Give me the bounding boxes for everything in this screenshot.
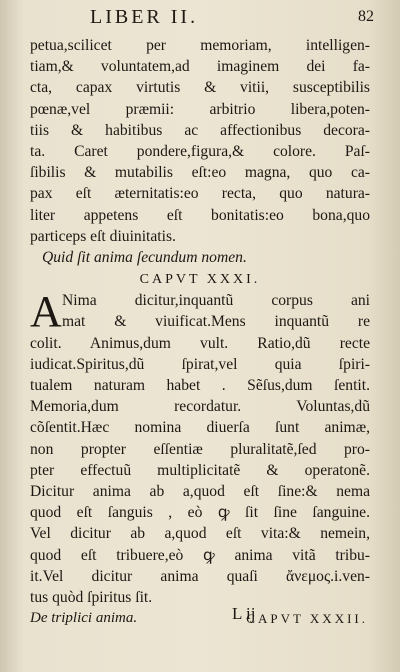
text-line: ſibilis & mutabilis eſt:eo magna, quo ca- [30,164,370,182]
text-line: tus quòd ſpiritus ſit. [30,588,153,606]
text-line: tiam,& voluntatem,ad imaginem dei fa- [30,58,370,76]
text-line: ta. Caret pondere,figura,& colore. Paſ- [30,142,370,160]
text-line: cõſentit.Hæc nomina diuerſa ſunt animæ, [30,419,370,437]
text-line: quod eſt ſanguis , eò ꝙ ſit ſine ſanguine. [30,504,370,522]
text-line: mat & viuificat.Mens inquantũ re [62,313,370,331]
text-line: Memoria,dum recordatur. Voluntas,dũ [30,398,370,416]
text-line: pœnæ,vel præmii: arbitrio libera,poten- [30,100,370,118]
next-chapter-heading [30,608,370,629]
page-header [0,6,400,28]
section-heading: Quid ſit anima ſecundum nomen. [42,248,247,266]
next-section-title: De triplici anima. [30,610,138,627]
text-line: tualem naturam habet . Sẽſus,dum ſentit. [30,377,370,394]
page-number: 82 [358,8,374,25]
text-line: it.Vel dicitur anima quaſi ἄνεμος.i.ven- [30,567,370,585]
text-line: tiis & habitibus ac affectionibus decora- [30,121,370,139]
text-line: Dicitur anima ab a,quod eſt ſine:& nema [30,482,370,500]
text-line: particeps eſt diuinitatis. [30,227,176,245]
running-head: LIBER II. [90,6,199,28]
text-line: pter effectuũ multiplicitatẽ & operatonẽ. [30,461,370,479]
text-line: non propter eſſentiæ pluralitatẽ,ſed pro- [30,440,370,458]
chapter-heading: CAPVT XXXI. [139,272,261,288]
next-chapter-number: CAPVT XXXII. [246,611,368,627]
signature-mark: L ij [232,604,256,623]
body-text [30,35,370,629]
text-line: Nima dicitur,inquantũ corpus ani [62,292,370,310]
drop-cap: A [30,287,62,337]
text-line: cta, capax virtutis & vitii, susceptibilis [30,79,370,97]
text-line: liter appetens eſt bonitatis:eo bona,quo [30,206,370,224]
text-line: colit. Animus,dum vult. Ratio,dũ recte [30,334,370,352]
text-line: petua,scilicet per memoriam, intelligen- [30,37,370,54]
chapter-paragraph [30,287,370,608]
text-line: Vel dicitur ab a,quod eſt vita:& nemein, [30,525,370,543]
text-line: pax eſt æternitatis:eo recta, quo natura- [30,185,370,203]
text-line: iudicat.Spiritus,dũ ſpirat,vel quia ſpiri- [30,355,370,373]
text-line: quod eſt tribuere,eò ꝙ anima vitã tribu- [30,546,370,564]
